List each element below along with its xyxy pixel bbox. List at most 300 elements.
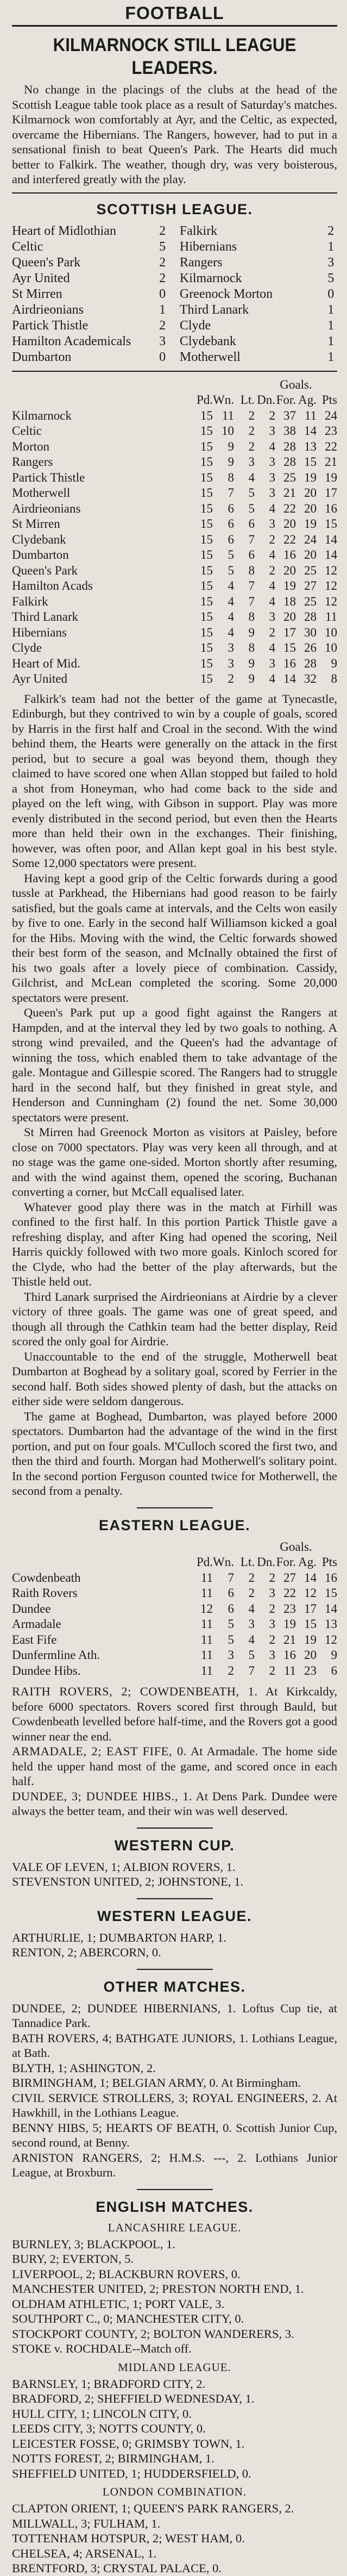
table-cell: 2 (248, 1586, 255, 1600)
table-cell: 9 (248, 672, 255, 685)
result-line: CIVIL SERVICE STROLLERS, 3; ROYAL ENGINEERS, 2. At Hawkhill, in the Lothians League. (12, 2091, 337, 2119)
fixture-row (12, 255, 337, 271)
result-line: BATH ROVERS, 4; BATHGATE JUNIORS, 1. Lothians League, at Bath. (12, 2031, 337, 2060)
headline-line-2: LEADERS. (131, 58, 218, 78)
team-name: Kilmarnock (12, 408, 72, 422)
table-cell: 23 (325, 424, 337, 438)
table-cell: 16 (325, 1570, 337, 1585)
table-cell: 11 (200, 1663, 213, 1677)
away-score: 1 (327, 318, 335, 333)
away-score: 0 (327, 286, 335, 301)
table-cell: 15 (200, 672, 213, 685)
result-line: STEVENSTON UNITED, 2; JOHNSTONE, 1. (12, 1875, 244, 1888)
home-score: 2 (159, 271, 166, 285)
fixture-row (12, 318, 337, 334)
away-team: Hibernians (179, 239, 237, 254)
table-row (12, 547, 337, 563)
goals-label: Goals. (280, 377, 312, 391)
table-cell: 15 (325, 517, 337, 531)
table-cell: 14 (325, 532, 337, 546)
result-line: BARNSLEY, 1; BRADFORD CITY, 2. (12, 2377, 206, 2391)
table-cell: 20 (304, 548, 317, 562)
fixture-row (12, 286, 337, 302)
table-cell: 23 (283, 1601, 296, 1616)
table-cell: 9 (248, 656, 255, 670)
table-cell: 17 (283, 625, 296, 639)
table-cell: 27 (304, 579, 317, 592)
table-cell: 13 (325, 1617, 337, 1631)
team-name: St Mirren (12, 517, 60, 531)
table-cell: 3 (248, 455, 255, 469)
away-team: Third Lanark (179, 302, 249, 317)
table-cell: 10 (325, 625, 337, 639)
table-cell: 32 (304, 672, 317, 685)
result-line: VALE OF LEVEN, 1; ALBION ROVERS, 1. (12, 1860, 236, 1874)
table-cell: 12 (200, 1601, 213, 1616)
table-cell: 13 (304, 439, 317, 453)
column-header: Lt. (240, 393, 255, 407)
table-row (12, 516, 337, 532)
result-line: LIVERPOOL, 2; BLACKBURN ROVERS, 0. (12, 2267, 241, 2281)
table-cell: 11 (283, 1663, 296, 1677)
table-cell: 7 (248, 579, 255, 592)
table-cell: 15 (200, 470, 213, 484)
team-name: Rangers (12, 455, 53, 469)
table-cell: 9 (228, 455, 234, 469)
divider (137, 1969, 213, 1970)
table-row (12, 1617, 337, 1632)
table-cell: 11 (200, 1570, 213, 1585)
column-header: For. (276, 1555, 296, 1569)
western-cup-results (12, 1860, 337, 1889)
london-combination-title: LONDON COMBINATION. (102, 2485, 247, 2498)
result-line: CHELSEA, 4; ARSENAL, 1. (12, 2546, 157, 2560)
table-cell: 25 (304, 594, 317, 608)
divider (137, 1898, 213, 1899)
scottish-fixtures (12, 223, 337, 365)
table-spacer (12, 377, 192, 393)
table-cell: 3 (228, 656, 234, 670)
other-matches-title: OTHER MATCHES. (103, 1978, 246, 1995)
column-header: Pd. (196, 1555, 213, 1569)
table-cell: 20 (304, 501, 317, 515)
table-cell: 28 (304, 610, 317, 623)
result-paragraph (12, 1744, 337, 1789)
table-row (12, 501, 337, 517)
table-cell: 19 (304, 470, 317, 484)
table-cell: 4 (269, 579, 275, 592)
column-header: Ag. (298, 1555, 317, 1569)
table-cell: 2 (269, 1663, 275, 1677)
table-cell: 4 (269, 641, 275, 654)
table-row (12, 485, 337, 501)
team-name: Dunfermline Ath. (12, 1648, 100, 1662)
table-cell: 3 (269, 1617, 275, 1631)
western-cup-title: WESTERN CUP. (114, 1837, 235, 1854)
table-cell: 5 (248, 1648, 255, 1662)
table-cell: 2 (248, 424, 255, 438)
table-cell: 21 (283, 486, 296, 500)
table-cell: 14 (304, 1570, 317, 1585)
home-team: Hamilton Academicals (12, 334, 131, 348)
london-results (12, 2501, 337, 2576)
divider (137, 1507, 213, 1508)
result-line: BIRMINGHAM, 1; BELGIAN ARMY, 0. At Birmingham. (12, 2076, 301, 2090)
table-cell: 6 (248, 548, 255, 562)
intro-paragraph: No change in the placings of the clubs at the head of the Scottish League table took place as a result of Saturday's matches. Kilmarnock won comfortably at Ayr, and the Celtic, as expected, overcame the Hibernians. The Rangers, however, had to put in a sensational finish to beat Queen's Park. The Hearts did much better to Falkirk. The weather, though dry, was very boisterous, and interfered greatly with the play. (12, 83, 337, 186)
team-name: Dumbarton (12, 548, 69, 562)
table-cell: 8 (331, 672, 337, 685)
table-cell: 5 (248, 486, 255, 500)
result-text: At Dens Park. Dundee were always the better team, and their win was well deserved. (12, 1789, 337, 1818)
away-team: Rangers (179, 255, 223, 270)
table-cell: 14 (325, 1601, 337, 1616)
home-team: Airdrieonians (12, 302, 84, 317)
table-cell: 5 (228, 1617, 234, 1631)
result-line: MILLWALL, 3; FULHAM, 1. (12, 2516, 161, 2530)
result-teams: ARMADALE, 2; EAST FIFE, 0. (12, 1744, 187, 1758)
table-cell: 23 (304, 1663, 317, 1677)
table-cell: 7 (228, 1570, 234, 1585)
table-cell: 28 (304, 656, 317, 670)
table-cell: 4 (269, 672, 275, 685)
team-name: Cowdenbeath (12, 1570, 81, 1585)
table-cell: 8 (248, 563, 255, 577)
table-cell: 14 (304, 424, 317, 438)
away-score: 1 (327, 334, 335, 348)
table-cell: 8 (248, 610, 255, 623)
table-cell: 2 (269, 1632, 275, 1646)
match-report-paragraph: Whatever good play there was in the match at Firhill was confined to the first half. In this portion Partick Thistle gave a refreshing display, and after King had opened the scoring, Neil Harris quickly followed with two more goals. Kinloch scored for the Clyde, who had the better of the play afterwards, but the Thistle held out. (12, 1200, 337, 1288)
away-team: Kilmarnock (179, 271, 242, 285)
home-team: Heart of Midlothian (12, 223, 116, 238)
match-report-paragraph: Third Lanark surprised the Airdrieonians at Airdrie by a clever victory of three goals. The game was one of great speed, and though all through the Cathkin team had the better display, Reid scored the only goal for Airdrie. (12, 1289, 337, 1348)
table-cell: 10 (222, 424, 234, 438)
table-cell: 3 (269, 1586, 275, 1600)
table-cell: 17 (325, 486, 337, 500)
table-cell: 21 (325, 455, 337, 469)
table-row (12, 1570, 337, 1586)
table-row (12, 563, 337, 579)
result-line: BURNLEY, 3; BLACKPOOL, 1. (12, 2237, 175, 2251)
column-header: Ag. (298, 393, 317, 407)
table-cell: 15 (200, 579, 213, 592)
table-cell: 22 (283, 532, 296, 546)
home-score: 2 (159, 318, 166, 333)
fixture-row (12, 271, 337, 286)
table-cell: 15 (200, 455, 213, 469)
table-cell: 5 (228, 563, 234, 577)
match-report-paragraph: St Mirren had Greenock Morton as visitors at Paisley, before close on 7000 spectators. Play was very keen all through, and at no stage was the game one-sided. Morton shortly after resuming, and with the wind against them, opened the scoring, Buchanan converting a corner, but McCall equalised later. (12, 1125, 337, 1199)
result-line: LEICESTER FOSSE, 0; GRIMSBY TOWN, 1. (12, 2436, 245, 2450)
table-cell: 38 (283, 424, 296, 438)
table-row (12, 1586, 337, 1601)
result-line: OLDHAM ATHLETIC, 1; PORT VALE, 3. (12, 2297, 225, 2311)
table-cell: 2 (248, 439, 255, 453)
scottish-league-table (12, 377, 337, 687)
result-line: RENTON, 2; ABERCORN, 0. (12, 1945, 161, 1959)
column-header: Wn. (213, 393, 234, 407)
home-team: St Mirren (12, 286, 62, 301)
result-line: DUNDEE, 2; DUNDEE HIBERNIANS, 1. Loftus Cup tie, at Tannadice Park. (12, 2001, 337, 2030)
result-text: At Armadale. The home side held the upper hand most of the game, and scored once in each half. (12, 1744, 337, 1788)
table-cell: 6 (228, 532, 234, 546)
result-line: STOCKPORT COUNTY, 2; BOLTON WANDERERS, 3. (12, 2326, 294, 2341)
table-cell: 20 (283, 563, 296, 577)
result-line: NOTTS FOREST, 2; BIRMINGHAM, 1. (12, 2452, 214, 2465)
table-cell: 11 (200, 1632, 213, 1646)
table-row (12, 625, 337, 641)
home-score: 1 (159, 302, 166, 317)
table-cell: 15 (200, 439, 213, 453)
team-name: Airdrieonians (12, 501, 81, 515)
table-cell: 19 (283, 579, 296, 592)
result-line: BLYTH, 1; ASHINGTON, 2. (12, 2061, 156, 2075)
table-cell: 8 (228, 470, 234, 484)
table-cell: 3 (269, 486, 275, 500)
table-cell: 4 (228, 610, 234, 623)
table-cell: 2 (248, 408, 255, 422)
table-cell: 19 (325, 470, 337, 484)
home-team: Queen's Park (12, 255, 81, 270)
table-row (12, 470, 337, 486)
table-cell: 3 (228, 641, 234, 654)
result-teams: DUNDEE, 3; DUNDEE HIBS., 1. (12, 1789, 193, 1803)
section-header: FOOTBALL (12, 0, 337, 27)
table-cell: 15 (200, 408, 213, 422)
away-score: 3 (327, 255, 335, 270)
away-team: Greenock Morton (179, 286, 273, 301)
table-cell: 24 (325, 408, 337, 422)
table-cell: 5 (228, 548, 234, 562)
table-cell: 15 (200, 424, 213, 438)
away-score: 5 (327, 271, 335, 285)
table-cell: 30 (304, 625, 317, 639)
table-cell: 17 (304, 1601, 317, 1616)
table-cell: 2 (269, 1601, 275, 1616)
table-cell: 3 (269, 517, 275, 531)
table-cell: 27 (283, 1570, 296, 1585)
table-cell: 4 (228, 625, 234, 639)
table-cell: 4 (269, 501, 275, 515)
match-report-paragraph: The game at Boghead, Dumbarton, was played before 2000 spectators. Dumbarton had the advantage of the wind in the first portion, and put on four goals. M'Culloch scored the first two, and then the third and fourth. Morgan had Motherwell's solitary point. In the second portion Ferguson counted twice for Motherwell, the second from a penalty. (12, 1409, 337, 1498)
table-cell: 19 (283, 1617, 296, 1631)
home-score: 2 (159, 223, 166, 238)
english-matches-title: ENGLISH MATCHES. (96, 2198, 254, 2215)
team-name: Hibernians (12, 625, 67, 639)
match-report-paragraph: Having kept a good grip of the Celtic forwards during a good tussle at Parkhead, the Hibernians had good reason to be fairly satisfied, but the goals came at intervals, and the Celts won easily by five to one. Early in the second half Williamson kicked a goal for the Hibs. Moving with the wind, the Celtic forwards showed their best form of the season, and McInally obtained the first of his two goals after a lovely piece of combination. Cassidy, Gilchrist, and McLean completed the scoring. Some 20,000 spectators were present. (12, 871, 337, 1005)
table-cell: 20 (283, 517, 296, 531)
result-text: At Kirkcaldy, before 6000 spectators. Rovers scored first through Bauld, but Cowdenbeath levelled before half-time, and the Rovers got a good winner near the end. (12, 1685, 337, 1743)
table-cell: 21 (283, 1632, 296, 1646)
table-cell: 12 (325, 594, 337, 608)
table-cell: 3 (269, 455, 275, 469)
table-cell: 15 (325, 1586, 337, 1600)
table-row (12, 1648, 337, 1663)
table-cell: 4 (228, 579, 234, 592)
table-cell: 3 (269, 424, 275, 438)
home-team: Ayr United (12, 271, 70, 285)
table-cell: 15 (200, 532, 213, 546)
midland-league-title: MIDLAND LEAGUE. (118, 2360, 231, 2374)
table-cell: 4 (248, 1632, 255, 1646)
column-header: Wn. (213, 1555, 234, 1569)
away-team: Motherwell (179, 350, 241, 364)
table-row (12, 532, 337, 548)
table-row (12, 408, 337, 424)
table-cell: 16 (283, 1648, 296, 1662)
team-name: Dundee (12, 1601, 51, 1616)
table-cell: 15 (200, 563, 213, 577)
table-cell: 6 (331, 1663, 337, 1677)
table-row (12, 1632, 337, 1648)
table-cell: 15 (200, 594, 213, 608)
eastern-league-table (12, 1539, 337, 1679)
table-cell: 11 (200, 1586, 213, 1600)
team-name: Dundee Hibs. (12, 1663, 81, 1677)
table-cell: 2 (228, 1663, 234, 1677)
team-name: Raith Rovers (12, 1586, 78, 1600)
team-name: Third Lanark (12, 610, 78, 623)
team-name: East Fife (12, 1632, 57, 1646)
column-header: Pts (321, 393, 337, 407)
table-cell: 7 (248, 532, 255, 546)
table-cell: 7 (248, 1663, 255, 1677)
lancashire-results (12, 2237, 337, 2356)
eastern-league-title: EASTERN LEAGUE. (98, 1517, 251, 1533)
result-line: SHEFFIELD UNITED, 1; HUDDERSFIELD, 0. (12, 2466, 251, 2480)
column-header: Pd. (196, 393, 213, 407)
table-cell: 18 (283, 594, 296, 608)
team-name: Celtic (12, 424, 42, 438)
team-name: Motherwell (12, 486, 71, 500)
home-team: Partick Thistle (12, 318, 89, 333)
team-name: Armadale (12, 1617, 61, 1631)
result-line: BRADFORD, 2; SHEFFIELD WEDNESDAY, 1. (12, 2392, 255, 2405)
table-cell: 15 (200, 517, 213, 531)
table-cell: 9 (331, 656, 337, 670)
table-row (12, 423, 337, 439)
home-score: 0 (159, 286, 166, 301)
table-cell: 3 (269, 656, 275, 670)
table-cell: 2 (269, 563, 275, 577)
divider (12, 192, 337, 194)
away-score: 2 (327, 223, 335, 238)
home-score: 0 (159, 350, 166, 364)
home-score: 5 (159, 239, 166, 254)
table-cell: 28 (283, 439, 296, 453)
table-cell: 15 (200, 625, 213, 639)
table-cell: 2 (248, 1570, 255, 1585)
table-cell: 4 (269, 594, 275, 608)
table-cell: 4 (248, 470, 255, 484)
table-cell: 20 (304, 486, 317, 500)
divider (137, 1827, 213, 1829)
result-line: TOTTENHAM HOTSPUR, 2; WEST HAM, 0. (12, 2531, 245, 2545)
table-cell: 22 (283, 501, 296, 515)
western-league-results (12, 1930, 337, 1960)
divider (137, 2189, 213, 2190)
table-cell: 15 (200, 610, 213, 623)
away-team: Falkirk (179, 223, 218, 238)
table-cell: 9 (228, 439, 234, 453)
result-line: STOKE v. ROCHDALE--Match off. (12, 2342, 192, 2355)
table-row (12, 1663, 337, 1679)
table-cell: 15 (200, 486, 213, 500)
match-report-paragraph: Unaccountable to the end of the struggle, Motherwell beat Dumbarton at Boghead by a solitary goal, scored by Ferrier in the second half. Both sides showed plenty of dash, but the attacks on either side were seldom dangerous. (12, 1349, 337, 1408)
table-cell: 10 (325, 641, 337, 654)
table-cell: 12 (325, 579, 337, 592)
eastern-results (12, 1684, 337, 1819)
table-cell: 16 (283, 656, 296, 670)
table-cell: 9 (331, 1648, 337, 1662)
table-cell: 2 (269, 532, 275, 546)
result-paragraph (12, 1789, 337, 1819)
table-cell: 14 (325, 548, 337, 562)
table-cell: 6 (248, 517, 255, 531)
result-line: ARNISTON RANGERS, 2; H.M.S. ---, 2. Lothians Junior League, at Broxburn. (12, 2150, 337, 2179)
table-row (12, 1601, 337, 1617)
result-paragraph (12, 1684, 337, 1744)
column-header: Dn. (257, 1555, 275, 1569)
team-name: Ayr United (12, 672, 68, 685)
team-name: Clyde (12, 641, 42, 654)
table-cell: 4 (248, 1601, 255, 1616)
table-cell: 15 (200, 641, 213, 654)
divider (12, 371, 337, 372)
table-row (12, 609, 337, 625)
table-cell: 11 (200, 1617, 213, 1631)
lancashire-league-title: LANCASHIRE LEAGUE. (108, 2221, 242, 2234)
team-name: Queen's Park (12, 563, 78, 577)
away-score: 1 (327, 350, 335, 364)
column-header: Dn. (257, 393, 275, 407)
team-name: Clydebank (12, 532, 66, 546)
table-cell: 3 (228, 1648, 234, 1662)
result-line: HULL CITY, 1; LINCOLN CITY, 0. (12, 2406, 192, 2421)
table-cell: 15 (200, 548, 213, 562)
table-cell: 14 (283, 672, 296, 685)
result-line: MANCHESTER UNITED, 2; PRESTON NORTH END, 1. (12, 2282, 304, 2296)
result-line: BURY, 2; EVERTON, 5. (12, 2252, 134, 2266)
team-name: Hamilton Acads (12, 579, 93, 592)
table-cell: 3 (269, 610, 275, 623)
home-team: Dumbarton (12, 350, 72, 364)
table-cell: 2 (228, 672, 234, 685)
table-cell: 28 (283, 455, 296, 469)
goals-label: Goals. (280, 1539, 312, 1554)
away-team: Clyde (179, 318, 211, 333)
table-cell: 6 (228, 1601, 234, 1616)
table-row (12, 671, 337, 687)
table-cell: 16 (325, 501, 337, 515)
table-cell: 3 (269, 470, 275, 484)
table-row (12, 439, 337, 455)
table-cell: 4 (228, 594, 234, 608)
table-cell: 2 (269, 408, 275, 422)
result-line: CLAPTON ORIENT, 1; QUEEN'S PARK RANGERS, 2. (12, 2502, 294, 2515)
fixture-row (12, 239, 337, 255)
table-cell: 3 (269, 1648, 275, 1662)
table-cell: 3 (248, 1617, 255, 1631)
table-cell: 7 (228, 486, 234, 500)
table-cell: 19 (304, 517, 317, 531)
column-header: For. (276, 393, 296, 407)
table-cell: 25 (304, 563, 317, 577)
table-cell: 6 (228, 517, 234, 531)
fixture-row (12, 334, 337, 350)
table-cell: 12 (325, 1632, 337, 1646)
